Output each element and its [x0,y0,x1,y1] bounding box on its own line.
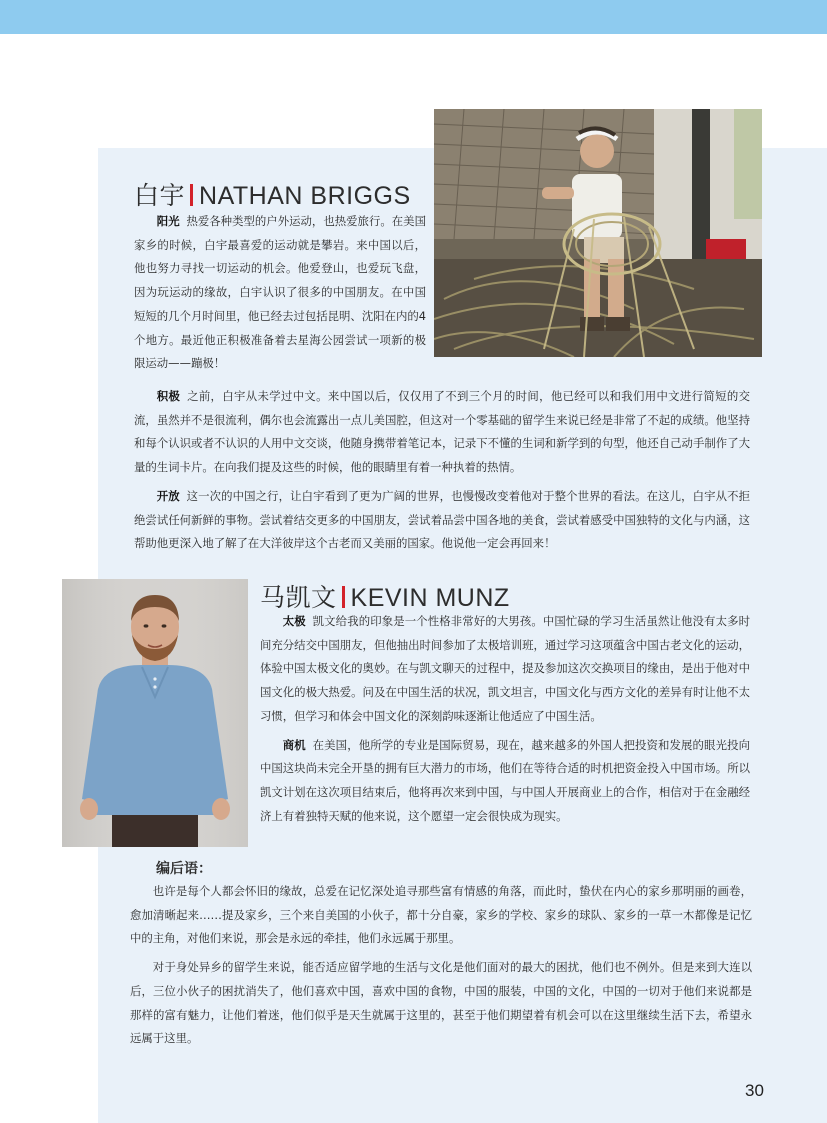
heading-nathan-briggs [134,176,411,212]
keyword: 开放 [156,488,180,503]
paragraph-text: 凯文给我的印象是一个性格非常好的大男孩。中国忙碌的学习生活虽然让他没有太多时间充分结交中国朋友，但他抽出时间参加了太极培训班，通过学习这项蕴含中国古老文化的运动，体验中国太极文化的奥妙。在与凯文聊天的过程中，提及参加这次交换项目的缘由，是出于他对中国文化的极大热爱。问及在中国生活的状况，凯文坦言，中国文化与西方文化的差异有时让他不太习惯，但学习和体会中国文化的深刻韵味逐渐让他适应了中国生活。 [260,614,750,723]
photo-nathan-weaving-basket [434,109,762,357]
name-zh: 白宇 [134,181,186,210]
top-color-bar [0,0,827,34]
nathan-paragraphs-cont [134,385,750,561]
editor-note-title: 编后语： [156,861,212,877]
photo-kevin-portrait [62,579,248,847]
name-zh: 马凯文 [260,583,337,612]
kevin-paragraphs [260,610,750,833]
nathan-paragraph-sunshine [134,210,426,381]
keyword: 商机 [282,737,306,752]
editor-paragraph: 对于身处异乡的留学生来说，能否适应留学地的生活与文化是他们面对的最大的困扰，他们也不例外。但是来到大连以后，三位小伙子的困扰消失了，他们喜欢中国，喜欢中国的食物，中国的服装，中国的文化，中国的一切对于他们来说都是那样的富有魅力，让他们着迷，他们似乎是天生就属于这里的，甚至于他们期望着有机会可以在这里继续生活下去，希望永远属于这里。 [130,960,752,1046]
red-divider [342,586,345,608]
paragraph-text: 在美国，他所学的专业是国际贸易，现在，越来越多的外国人把投资和发展的眼光投向中国这块尚未完全开垦的拥有巨大潜力的市场，他们在等待合适的时机把资金投入中国市场。所以凯文计划在这次项目结束后，他将再次来到中国，与中国人开展商业上的合作，相信对于在金融经济上有着独特天赋的他来说，这个愿望一定会很快成为现实。 [260,737,750,823]
paragraph-text: 之前，白宇从未学过中文。来中国以后，仅仅用了不到三个月的时间，他已经可以和我们用中文进行简短的交流，虽然并不是很流利，偶尔也会流露出一点儿美国腔，但这对一个零基础的留学生来说已经是非常了不起的成绩。他坚持和每个认识或者不认识的人用中文交谈，他随身携带着笔记本，记录下不懂的生词和新学到的句型，他还自己动手制作了大量的生词卡片。在向我们提及这些的时候，他的眼睛里有着一种执着的热情。 [134,389,750,475]
page-number: 30 [745,1081,764,1100]
name-en: KEVIN MUNZ [350,584,510,612]
keyword: 阳光 [156,214,180,228]
paragraph-text: 热爱各种类型的户外运动，也热爱旅行。在美国家乡的时候，白宇最喜爱的运动就是攀岩。来中国以后，他也努力寻找一切运动的机会。他爱登山，也爱玩飞盘，因为玩运动的缘故，白宇认识了很多的中国朋友。在中国短短的几个月时间里，他已经去过包括昆明、沈阳在内的4个地方。最近他正积极准备着去星海公园尝试一项新的极限运动——蹦极！ [134,214,427,371]
keyword: 积极 [156,389,181,403]
name-en: NATHAN BRIGGS [199,182,411,210]
editor-paragraph: 也许是每个人都会怀旧的缘故，总爱在记忆深处追寻那些富有情感的角落，而此时，蛰伏在内心的家乡那明丽的画卷，愈加清晰起来……提及家乡，三个来自美国的小伙子，都十分自豪，家乡的学校、家乡的球队、家乡的一草一木都像是记忆中的主角，对他们来说，那会是永远的牵挂，他们永远属于那里。 [130,884,752,946]
red-divider [190,184,193,206]
editor-note-body [130,880,752,1056]
paragraph-text: 这一次的中国之行，让白宇看到了更为广阔的世界，也慢慢改变着他对于整个世界的看法。在这儿，白宇从不拒绝尝试任何新鲜的事物。尝试着结交更多的中国朋友，尝试着品尝中国各地的美食，尝试着感受中国独特的文化与内涵，这帮助他更深入地了解了在大洋彼岸这个古老而又美丽的国家。他说他一定会再回来！ [134,488,750,551]
heading-kevin-munz [260,578,510,614]
keyword: 太极 [282,614,306,628]
